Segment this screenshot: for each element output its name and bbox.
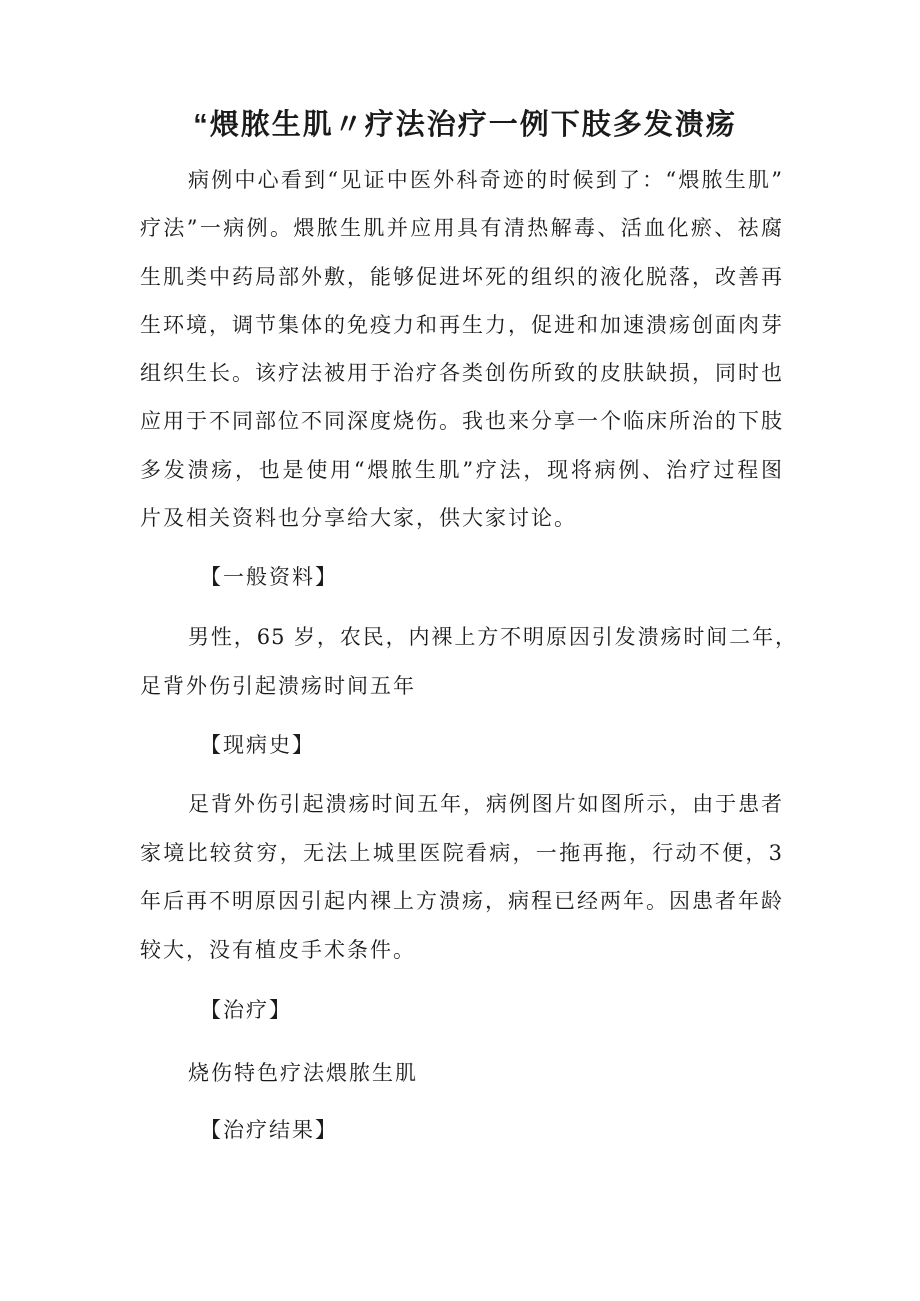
intro-line: 生环境，调节集体的免疫力和再生力，促进和加速溃疡创面肉芽 [140,313,783,337]
intro-line: 应用于不同部位不同深度烧伤。我也来分享一个临床所治的下肢 [140,409,783,433]
history-line: 家境比较贫穷，无法上城里医院看病，一拖再拖，行动不便，3 [140,841,783,865]
general-info-line: 男性，65 岁，农民，内裸上方不明原因引发溃疡时间二年， [188,625,797,649]
general-info-line: 足背外伤引起溃疡时间五年 [140,674,416,698]
document-title: “煨脓生肌〃疗法治疗一例下肢多发溃疡 [193,109,737,141]
section-heading-treatment: 【治疗】 [200,998,292,1022]
intro-line: 组织生长。该疗法被用于治疗各类创伤所致的皮肤缺损，同时也 [140,361,783,385]
intro-line: 生肌类中药局部外敷，能够促进坏死的组织的液化脱落，改善再 [140,265,783,289]
history-line: 较大，没有植皮手术条件。 [140,938,416,962]
history-line: 年后再不明原因引起内裸上方溃疡，病程已经两年。因患者年龄 [140,889,783,913]
intro-line: 多发溃疡，也是使用“煨脓生肌”疗法，现将病例、治疗过程图 [140,458,783,482]
intro-line: 片及相关资料也分享给大家，供大家讨论。 [140,506,577,530]
section-heading-history: 【现病史】 [200,733,315,757]
history-line: 足背外伤引起溃疡时间五年，病例图片如图所示，由于患者 [188,792,783,816]
treatment-line: 烧伤特色疗法煨脓生肌 [188,1061,418,1085]
section-heading-general-info: 【一般资料】 [200,565,338,589]
intro-line: 病例中心看到“见证中医外科奇迹的时候到了：“煨脓生肌” [188,168,783,192]
intro-line: 疗法”一病例。煨脓生肌并应用具有清热解毒、活血化瘀、祛腐 [140,216,783,240]
section-heading-treatment-result: 【治疗结果】 [200,1118,338,1142]
